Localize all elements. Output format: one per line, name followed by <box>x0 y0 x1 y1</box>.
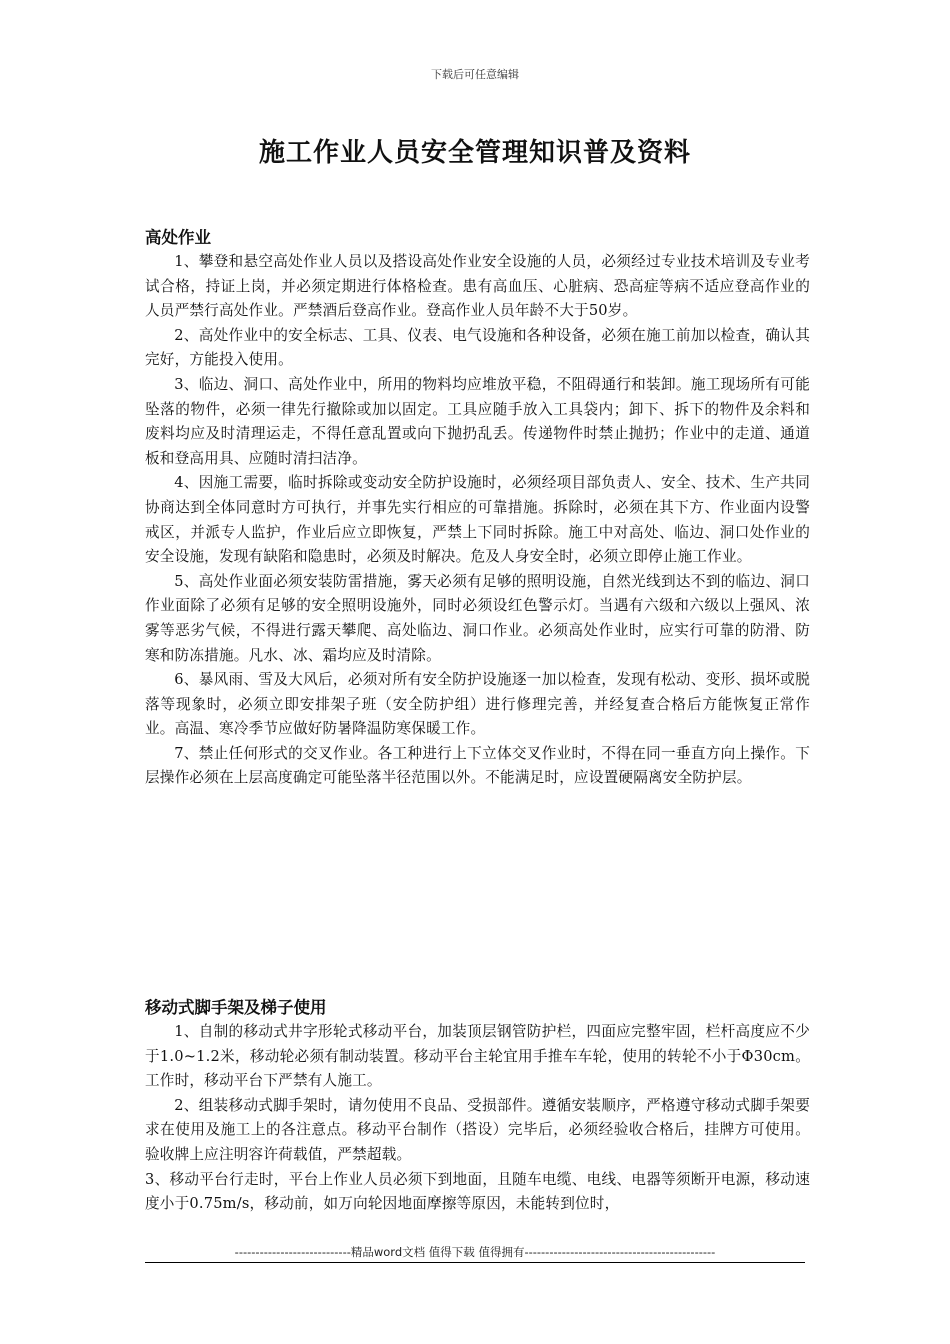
footer-text: ----------------------------精品word文档 值得下载 值得拥有---------------------------------------------- <box>234 1245 716 1259</box>
paragraph: 1、自制的移动式井字形轮式移动平台，加装顶层钢管防护栏，四面应完整牢固，栏杆高度应不少于1.0~1.2米，移动轮必须有制动装置。移动平台主轮宜用手推车车轮，使用的转轮不小于Φ30cm。工作时，移动平台下严禁有人施工。 <box>145 1023 810 1090</box>
section-heading: 移动式脚手架及梯子使用 <box>145 998 327 1017</box>
section-heading: 高处作业 <box>145 228 211 247</box>
document-title: 施工作业人员安全管理知识普及资料 <box>258 138 691 168</box>
paragraph: 3、临边、洞口、高处作业中，所用的物料均应堆放平稳，不阻碍通行和装卸。施工现场所有可能坠落的物件，必须一律先行撤除或加以固定。工具应随手放入工具袋内；卸下、拆下的物件及余料和废料均应及时清理运走，不得任意乱置或向下抛扔乱丢。传递物件时禁止抛扔；作业中的走道、通道板和登高用具、应随时清扫洁净。 <box>145 375 810 467</box>
paragraph: 2、组装移动式脚手架时，请勿使用不良品、受损部件。遵循安装顺序，严格遵守移动式脚手架要求在使用及施工上的各注意点。移动平台制作（搭设）完毕后，必须经验收合格后，挂牌方可使用。验收牌上应注明容许荷载值，严禁超载。 <box>145 1096 810 1163</box>
paragraph: 7、禁止任何形式的交叉作业。各工种进行上下立体交叉作业时，不得在同一垂直方向上操作。下层操作必须在上层高度确定可能坠落半径范围以外。不能满足时，应设置硬隔离安全防护层。 <box>145 744 810 787</box>
section-mobile-scaffold-and-ladders <box>145 995 810 1217</box>
paragraph: 2、高处作业中的安全标志、工具、仪表、电气设施和各种设备，必须在施工前加以检查，确认其完好，方能投入使用。 <box>145 326 810 369</box>
section-high-altitude-work <box>145 225 810 791</box>
paragraph: 3、移动平台行走时，平台上作业人员必须下到地面，且随车电缆、电线、电器等须断开电源，移动速度小于0.75m/s，移动前，如万向轮因地面摩擦等原因，未能转到位时， <box>145 1170 810 1213</box>
paragraph: 6、暴风雨、雪及大风后，必须对所有安全防护设施逐一加以检查，发现有松动、变形、损坏或脱落等现象时，必须立即安排架子班（安全防护组）进行修理完善，并经复查合格后方能恢复正常作业。高温、寒冷季节应做好防暑降温防寒保暖工作。 <box>145 671 810 738</box>
footer-divider <box>145 1262 805 1263</box>
paragraph: 1、攀登和悬空高处作业人员以及搭设高处作业安全设施的人员，必须经过专业技术培训及专业考试合格，持证上岗，并必须定期进行体格检查。患有高血压、心脏病、恐高症等病不适应登高作业的人员严禁行高处作业。严禁酒后登高作业。登高作业人员年龄不大于50岁。 <box>145 253 810 320</box>
header-note: 下载后可任意编辑 <box>431 68 519 81</box>
paragraph: 5、高处作业面必须安装防雷措施，雾天必须有足够的照明设施，自然光线到达不到的临边、洞口作业面除了必须有足够的安全照明设施外，同时必须设红色警示灯。当遇有六级和六级以上强风、浓雾等恶劣气候，不得进行露天攀爬、高处临边、洞口作业。必须高处作业时，应实行可靠的防滑、防寒和防冻措施。凡水、冰、霜均应及时清除。 <box>145 572 810 664</box>
paragraph: 4、因施工需要，临时拆除或变动安全防护设施时，必须经项目部负责人、安全、技术、生产共同协商达到全体同意时方可执行，并事先实行相应的可靠措施。拆除时，必须在其下方、作业面内设警戒区，并派专人监护，作业后应立即恢复，严禁上下同时拆除。施工中对高处、临边、洞口处作业的安全设施，发现有缺陷和隐患时，必须及时解决。危及人身安全时，必须立即停止施工作业。 <box>145 474 810 566</box>
